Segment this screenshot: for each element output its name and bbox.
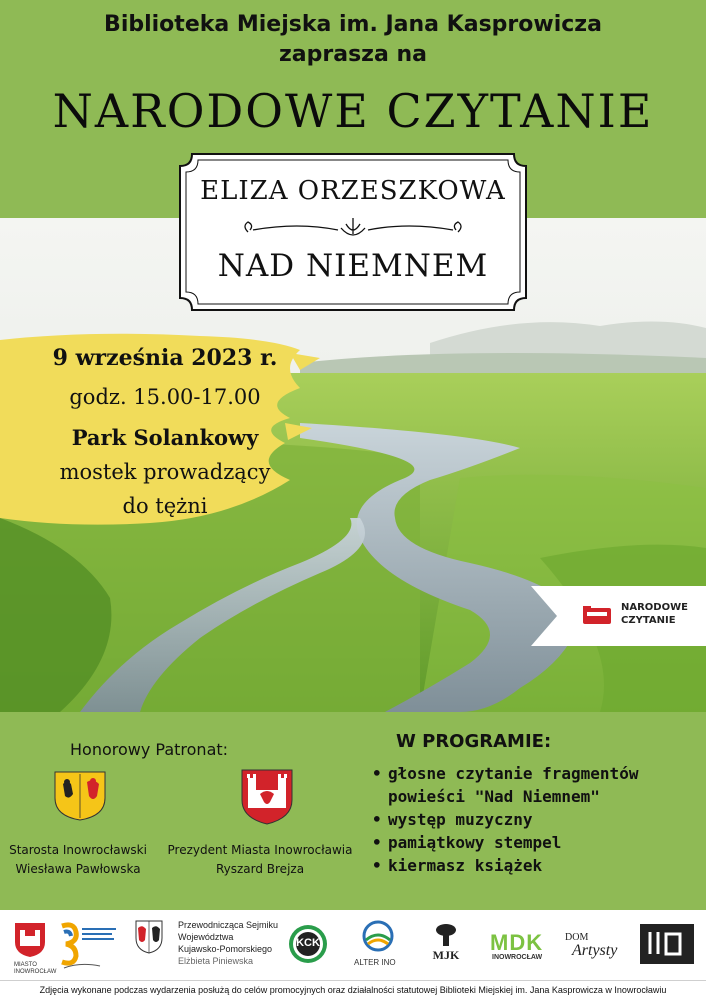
program-item-text: kiermasz książek (388, 856, 543, 875)
program-list (372, 762, 702, 877)
program-item-text: głosne czytanie fragmentów (388, 764, 639, 783)
mjk-text: MJK (432, 948, 460, 962)
bullet-icon: • (372, 833, 382, 852)
program-item (372, 831, 702, 854)
badge-line1: NARODOWE (621, 602, 688, 613)
kck-logo (288, 924, 328, 968)
program-item-text: pamiątkowy stempel (388, 833, 562, 852)
miasto-label: MIASTO INOWROCŁAW (14, 962, 57, 975)
book-title: NAD NIEMNEM (217, 248, 489, 284)
city-crest-icon (240, 768, 294, 830)
sejmik-line3: Kujawsko-Pomorskiego (178, 944, 273, 954)
sejmik-line1: Przewodnicząca Sejmiku (178, 920, 279, 930)
event-time: godz. 15.00-17.00 (69, 385, 261, 409)
kck-text: KCK (296, 937, 320, 949)
program-item (372, 808, 702, 831)
invitation-text: zaprasza na (278, 42, 427, 67)
patronage-heading: Honorowy Patronat: (70, 740, 229, 759)
miasto-inowroclaw-logo (14, 922, 46, 962)
event-spot-line1: mostek prowadzący (59, 460, 271, 484)
footer (0, 980, 706, 1000)
biblioteka-logo (60, 922, 120, 974)
bullet-icon: • (372, 764, 382, 783)
narodowe-czytanie-badge (531, 586, 706, 646)
footer-disclaimer: Zdjęcia wykonane podczas wydarzenia posłużą do celów promocyjnych oraz działalności statutowej Biblioteki Miejskiej im. Jana Kasprowicza w Inowrocławiu (39, 985, 667, 995)
mjk-logo (428, 922, 464, 962)
patron2-title: Prezydent Miasta Inowrocławia (167, 843, 353, 857)
book-icon (583, 606, 611, 624)
event-date: 9 września 2023 r. (52, 345, 278, 371)
program-item (372, 854, 702, 877)
event-spot-line2: do tężni (122, 494, 208, 518)
patron1-name: Wiesława Pawłowska (15, 862, 141, 876)
mdk-logo: MDK (490, 930, 544, 955)
badge-line2: CZYTANIE (621, 615, 676, 626)
event-place: Park Solankowy (71, 425, 259, 450)
bullet-icon: • (372, 810, 382, 829)
program-item-continuation (372, 785, 702, 808)
author-name: ELIZA ORZESZKOWA (200, 176, 506, 206)
inowroclaw-theatre-logo (640, 924, 694, 968)
dom-artysty-logo: Artysty (572, 942, 618, 959)
patron1-title: Starosta Inowrocławski (9, 843, 147, 857)
patron2-name: Ryszard Brejza (215, 862, 305, 876)
program-item-text: powieści "Nad Niemnem" (388, 787, 600, 806)
sejmik-line2: Województwa (178, 932, 234, 942)
main-title: NARODOWE CZYTANIE (52, 84, 654, 138)
program-item (372, 762, 702, 785)
alter-ino-logo (358, 920, 398, 958)
dom-prefix: DOM (565, 932, 589, 943)
title-card (178, 152, 528, 312)
program-heading: W PROGRAMIE: (396, 731, 552, 752)
wojewodztwo-crest-icon (135, 920, 163, 958)
county-crest-icon (53, 770, 107, 826)
sejmik-line4: Elżbieta Piniewska (178, 956, 254, 966)
program-item-text: występ muzyczny (388, 810, 533, 829)
library-name: Biblioteka Miejska im. Jana Kasprowicza (104, 12, 602, 37)
mdk-sub: INOWROCŁAW (492, 954, 543, 961)
sponsor-logos-band (0, 910, 706, 980)
bullet-icon: • (372, 856, 382, 875)
alter-ino-label: ALTER INO (354, 958, 396, 967)
